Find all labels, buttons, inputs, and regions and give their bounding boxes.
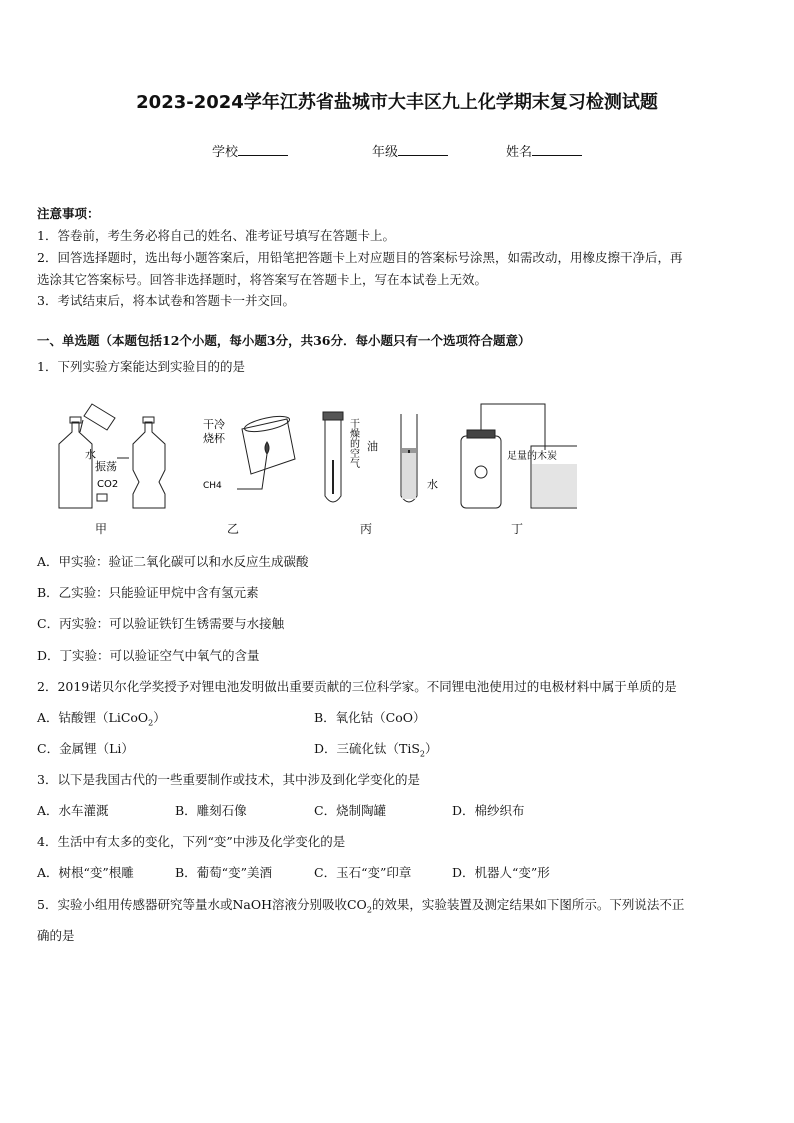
q2-option-b[interactable]: B．氧化钴（CoO） — [314, 710, 426, 725]
q1-option-b[interactable]: B．乙实验：只能验证甲烷中含有氢元素 — [37, 585, 259, 600]
experiment-apparatus-diagram — [37, 384, 577, 536]
q2-option-d-text: D．三硫化钛（TiS — [314, 741, 420, 756]
methane-setup-yi — [237, 413, 295, 489]
q2-option-a-end: ） — [153, 710, 166, 725]
q4-option-a[interactable]: A．树根“变”根雕 — [37, 865, 134, 880]
caption-bing: 丙 — [360, 522, 373, 536]
question-1-figure — [37, 384, 577, 536]
label-co2: CO2 — [97, 479, 119, 490]
q1-option-c[interactable]: C．丙实验：可以验证铁钉生锈需要与水接触 — [37, 616, 285, 631]
q3-option-c[interactable]: C．烧制陶罐 — [314, 803, 387, 818]
q2-option-c[interactable]: C．金属锂（Li） — [37, 741, 134, 756]
q2-option-a-text: A．钴酸锂（LiCoO — [37, 710, 149, 725]
question-3-stem: 3．以下是我国古代的一些重要制作或技术，其中涉及到化学变化的是 — [37, 772, 420, 787]
label-oil: 油 — [367, 440, 378, 453]
section-heading: 一、单选题（本题包括12个小题，每小题3分，共36分．每小题只有一个选项符合题意） — [37, 333, 531, 348]
label-shake: 振荡 — [95, 460, 117, 473]
caption-jia: 甲 — [95, 522, 108, 536]
label-cold: 干冷 — [203, 418, 225, 431]
label-dry-air: 干燥的空气 — [347, 418, 359, 468]
label-charcoal: 足量的木炭 — [507, 451, 557, 462]
school-label: 学校 — [212, 145, 239, 160]
caption-ding: 丁 — [511, 522, 524, 536]
q2-option-a[interactable] — [37, 708, 166, 728]
label-water-2: 水 — [427, 478, 438, 491]
notice-item: 选涂其它答案标号。回答非选择题时，将答案写在答题卡上，写在本试卷上无效。 — [37, 272, 488, 287]
q2-option-d-end: ） — [425, 741, 438, 756]
q3-option-b[interactable]: B．雕刻石像 — [175, 803, 247, 818]
q5-stem-a: 5．实验小组用传感器研究等量水或NaOH溶液分别吸收CO — [37, 897, 367, 912]
q3-option-a[interactable]: A．水车灌溉 — [37, 803, 109, 818]
notice-item: 1．答卷前，考生务必将自己的姓名、准考证号填写在答题卡上。 — [37, 228, 395, 243]
name-field[interactable] — [506, 141, 582, 160]
name-label: 姓名 — [506, 145, 533, 160]
question-5-stem-line-2: 确的是 — [37, 928, 75, 943]
label-water: 水 — [85, 448, 96, 461]
grade-field[interactable] — [372, 141, 448, 160]
exam-title: 2023-2024学年江苏省盐城市大丰区九上化学期末复习检测试题 — [136, 92, 658, 113]
label-ch4: CH4 — [203, 481, 222, 491]
notice-item: 3．考试结束后，将本试卷和答题卡一并交回。 — [37, 293, 295, 308]
test-tubes-bing — [323, 412, 417, 502]
name-blank[interactable] — [532, 143, 582, 156]
q5-stem-b: 的效果，实验装置及测定结果如下图所示。下列说法不正 — [371, 897, 685, 912]
q1-option-d[interactable]: D．丁实验：可以验证空气中氧气的含量 — [37, 648, 260, 663]
question-5-stem — [37, 895, 684, 915]
school-field[interactable] — [212, 141, 288, 160]
notice-item: 2．回答选择题时，选出每小题答案后，用铅笔把答题卡上对应题目的答案标号涂黑，如需改动，用橡皮擦干净后，再 — [37, 250, 683, 265]
caption-yi: 乙 — [227, 522, 240, 536]
question-1-stem: 1．下列实验方案能达到实验目的的是 — [37, 359, 245, 374]
question-2-stem: 2．2019诺贝尔化学奖授予对锂电池发明做出重要贡献的三位科学家。不同锂电池使用过的电极材料中属于单质的是 — [37, 679, 677, 694]
q4-option-d[interactable]: D．机器人“变”形 — [452, 865, 550, 880]
q1-option-a[interactable]: A．甲实验：验证二氧化碳可以和水反应生成碳酸 — [37, 554, 309, 569]
school-blank[interactable] — [238, 143, 288, 156]
subscript: 2 — [366, 905, 372, 915]
question-4-stem: 4．生活中有太多的变化，下列“变”中涉及化学变化的是 — [37, 834, 346, 849]
q3-option-d[interactable]: D．棉纱织布 — [452, 803, 525, 818]
notice-heading: 注意事项： — [37, 206, 100, 221]
subscript: 2 — [419, 749, 426, 759]
subscript: 2 — [148, 718, 154, 728]
bottle-setup-jia — [59, 404, 165, 508]
grade-label: 年级 — [372, 145, 399, 160]
q4-option-b[interactable]: B．葡萄“变”美酒 — [175, 865, 272, 880]
grade-blank[interactable] — [398, 143, 448, 156]
label-beaker: 烧杯 — [203, 432, 225, 445]
q2-option-d[interactable] — [314, 739, 438, 759]
q4-option-c[interactable]: C．玉石“变”印章 — [314, 865, 412, 880]
